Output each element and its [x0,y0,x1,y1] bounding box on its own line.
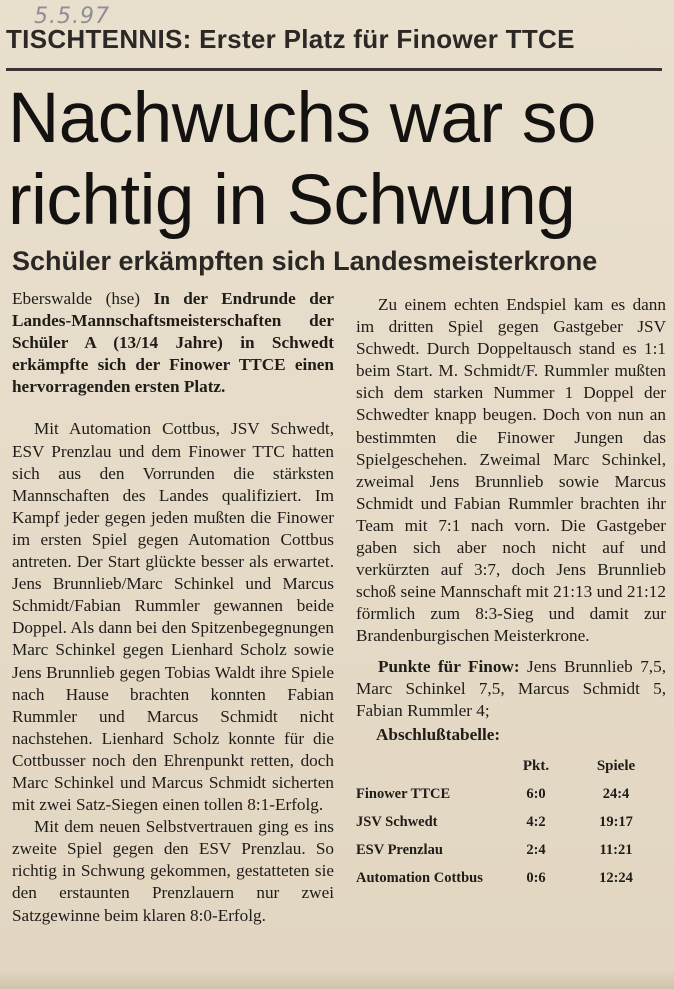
paragraph-3: Zu einem echten Endspiel kam es dann im dritten Spiel gegen Gastgeber JSV Schwedt. Durch Doppeltausch stand es 1:1 beim Start. M. Schmidt/F. Rummler mußten sich dem starken Nummer 1 Doppel der Schwedter knapp beugen. Doch von nun an bestimmten die Finower Jungen das Spielgeschehen. Zweimal Marc Schinkel, zweimal Jens Brunnlieb sowie Marcus Schmidt und Fabian Rummler brachten ihr Team mit 7:1 nach vorn. Die Gastgeber gaben sich aber noch nicht auf und verkürzten auf 3:7, doch Jens Brunnlieb schoß seine Mannschaft mit 21:13 und 21:12 förmlich zum 8:3-Sieg und damit zur Brandenburgischen Meisterkrone. [356,295,666,646]
team-games: 19:17 [599,814,633,831]
table-row [356,836,666,864]
handwritten-date: 5.5.97 [34,4,110,29]
kicker-rule [6,68,662,71]
points-text: Jens Brunnlieb 7,5, Marc Schinkel 7,5, Marcus Schmidt 5, Fabian Rummler 4; [356,656,666,720]
standings-header-team [356,752,506,780]
standings-title: Abschlußtabelle: [376,724,501,744]
table-row [356,864,666,892]
article-column-left [12,288,334,927]
points-paragraph [356,656,666,722]
standings-header-row [356,752,666,780]
lead-text: In der Endrunde der Landes-Mannschaftsmeisterschaften der Schüler A (13/14 Jahre) in Schwedt erkämpfte sich der Finower TTCE einen hervorragenden ersten Platz. [12,289,335,397]
team-name: Finower TTCE [356,785,451,802]
team-games: 11:21 [599,842,633,859]
subhead: Schüler erkämpften sich Landesmeisterkrone [12,246,598,276]
paragraph-1: Mit Automation Cottbus, JSV Schwedt, ESV Prenzlau und dem Finower TTC hatten sich aus den Vorrunden die stärksten Mannschaften des Landes qualifiziert. Im Kampf jeder gegen jeden mußten die Finower im ersten Spiel gegen Automation Cottbus antreten. Der Start glückte besser als erwartet. Jens Brunnlieb/Marc Schinkel und Marcus Schmidt/Fabian Rummler gewannen beide Doppel. Als dann bei den Spitzenbegegnungen Marc Schinkel gegen Lienhard Scholz sowie Jens Brunnlieb gegen Tobias Waldt ihre Spiele nach Hause brachten konnten Fabian Rummler und Marcus Schmidt nicht nachstehen. Lienhard Scholz konnte für die Cottbusser noch den Ehrenpunkt retten, doch Marc Schinkel und Marcus Schmidt sicherten mit zwei Satz-Siegen einen tollen 8:1-Erfolg. [12,419,334,815]
standings-table [356,752,666,892]
team-points: 4:2 [526,814,546,831]
paragraph-2: Mit dem neuen Selbstvertrauen ging es ins zweite Spiel gegen den ESV Prenzlau. So richtig in Schwung gekommen, gestatteten sie den erstaunten Prenzlauern nur zwei Satzgewinne beim klaren 8:0-Erfolg. [12,817,334,925]
team-points: 0:6 [526,870,546,887]
standings-header-games: Spiele [596,757,636,774]
team-games: 12:24 [599,870,633,887]
points-label: Punkte für Finow: [378,656,520,676]
paper-edge [0,970,674,989]
article-column-right [356,288,666,892]
team-name: Automation Cottbus [356,870,483,887]
headline: Nachwuchs war so richtig in Schwung [8,79,596,240]
team-name: JSV Schwedt [356,814,438,831]
table-row [356,808,666,836]
team-games: 24:4 [602,785,630,802]
team-name: ESV Prenzlau [356,842,443,859]
lead-paragraph [12,288,334,398]
table-row [356,780,666,808]
team-points: 6:0 [526,785,546,802]
lead-place: Eberswalde (hse) [12,289,141,308]
team-points: 2:4 [526,842,546,859]
kicker: TISCHTENNIS: Erster Platz für Finower TTCE [6,24,575,54]
standings-header-points: Pkt. [522,757,550,774]
